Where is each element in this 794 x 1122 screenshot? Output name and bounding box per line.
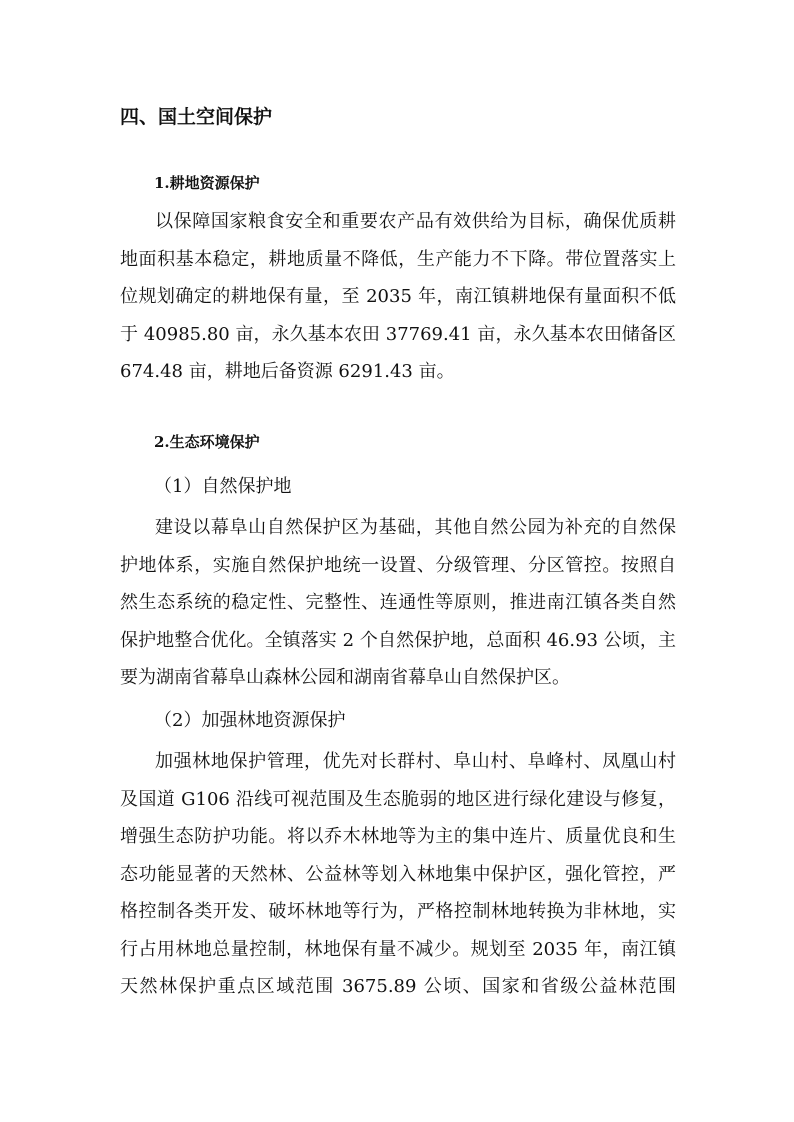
subsection-title-ecology: 2.生态环境保护	[154, 433, 260, 451]
paragraph-farmland	[120, 203, 676, 391]
paragraph-line: 及国道 G106 沿线可视范围及生态脆弱的地区进行绿化建设与修复，	[120, 788, 676, 810]
section-heading: 四、国土空间保护	[120, 106, 273, 128]
subsection-title-farmland: 1.耕地资源保护	[154, 174, 260, 192]
paragraph-line: 要为湖南省幕阜山森林公园和湖南省幕阜山自然保护区。	[120, 667, 570, 688]
paragraph-line: 674.48 亩，耕地后备资源 6291.43 亩。	[120, 361, 455, 382]
paragraph-line: 加强林地保护管理，优先对长群村、阜山村、阜峰村、凤凰山村	[155, 751, 676, 772]
paragraph-line: 然生态系统的稳定性、完整性、连通性等原则，推进南江镇各类自然	[120, 592, 676, 613]
paragraph-line: 行占用林地总量控制，林地保有量不减少。规划至 2035 年，南江镇	[120, 938, 676, 960]
paragraph-line: 护地体系，实施自然保护地统一设置、分级管理、分区管控。按照自	[120, 554, 676, 576]
paragraph-line: 以保障国家粮食安全和重要农产品有效供给为目标，确保优质耕	[155, 211, 676, 232]
paragraph-line: 态功能显著的天然林、公益林等划入林地集中保护区，强化管控，严	[120, 863, 676, 885]
paragraph-line: 增强生态防护功能。将以乔木林地等为主的集中连片、质量优良和生	[120, 826, 676, 847]
paragraph-line: 地面积基本稳定，耕地质量不降低，生产能力不下降。带位置落实上	[120, 248, 676, 270]
paragraph-line: 位规划确定的耕地保有量，至 2035 年，南江镇耕地保有量面积不低	[120, 286, 676, 307]
paragraph-line: 保护地整合优化。全镇落实 2 个自然保护地，总面积 46.93 公顷，主	[120, 629, 676, 651]
sub-item-title-forest: （2）加强林地资源保护	[154, 710, 346, 731]
paragraph-line: 建设以幕阜山自然保护区为基础，其他自然公园为补充的自然保	[155, 517, 676, 538]
paragraph-line: 于 40985.80 亩，永久基本农田 37769.41 亩，永久基本农田储备区	[120, 323, 676, 345]
paragraph-nature-reserve	[120, 509, 676, 697]
paragraph-forest	[120, 743, 676, 1006]
paragraph-line: 格控制各类开发、破坏林地等行为，严格控制林地转换为非林地，实	[120, 901, 676, 922]
sub-item-title-nature-reserve: （1）自然保护地	[154, 476, 292, 497]
paragraph-line: 天然林保护重点区域范围 3675.89 公顷、国家和省级公益林范围	[120, 976, 676, 997]
